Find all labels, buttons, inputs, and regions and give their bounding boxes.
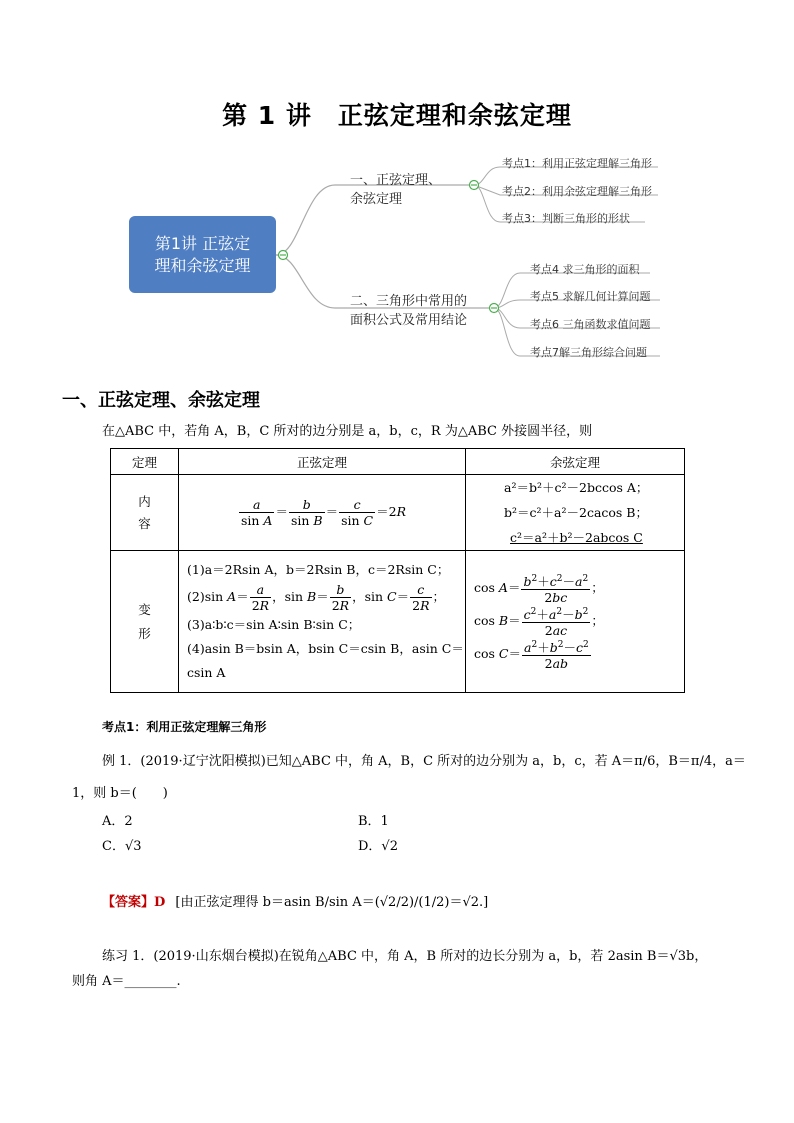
mindmap-root: 第1讲 正弦定 理和余弦定理 (129, 216, 276, 293)
sine-law-variants: (1)a＝2Rsin A，b＝2Rsin B，c＝2Rsin C； (2)sin A＝ $\frac{a}{2R}$ ，sin B＝ $\frac{b}{2R}$ ，sin C＝ $\frac{c}{2R}$ ； (3)a∶b∶c＝sin A∶sin B∶sin C； (4)asin B＝bsin A，bsin C＝csin B，asin C＝ csin A (179, 551, 466, 693)
mindmap-branch-2: 二、三角形中常用的 面积公式及常用结论 (350, 294, 468, 328)
option-b: B．1 (358, 814, 389, 829)
table-header: 正弦定理 (179, 449, 466, 475)
mindmap-leaf: 考点4 求三角形的面积 (530, 263, 640, 276)
mindmap-leaf: 考点3：判断三角形的形状 (502, 212, 630, 225)
mindmap-leaf: 考点7解三角形综合问题 (530, 346, 647, 359)
answer-label: 【答案】D (102, 895, 166, 910)
practice-1-line2: 则角 A＝________. (72, 974, 181, 989)
example-1-line1: 例 1．(2019·辽宁沈阳模拟)已知△ABC 中，角 A，B，C 所对的边分别为 a，b，c，若 A＝π/6，B＝π/4，a＝ (102, 754, 746, 769)
cosine-law-variants: cos A＝ $\frac{b^2+c^2-a^2}{2bc}$ ； cos B＝ $\frac{c^2+a^2-b^2}{2ac}$ ； cos C＝ $\frac{a^2+b^2-c^2}{2ab}$ (466, 551, 685, 693)
practice-1-line1: 练习 1．(2019·山东烟台模拟)在锐角△ABC 中，角 A，B 所对的边长分别为 a，b，若 2asin B＝√3b， (102, 949, 708, 964)
mindmap-branch-1: 一、正弦定理、 余弦定理 (350, 173, 442, 207)
cosine-law-content: a²＝b²＋c²－2bccos A； b²＝c²＋a²－2cacos B； c²＝a²＋b²－2abcos C (466, 475, 685, 551)
sine-law-content: $\frac{a}{\text{sin A}}$ ＝ $\frac{b}{\text{sin B}}$ ＝ $\frac{c}{\text{sin C}}$ ＝2R (179, 475, 466, 551)
theorem-table (110, 448, 685, 693)
mindmap-leaf: 考点6 三角函数求值问题 (530, 318, 651, 331)
option-c: C．√3 (102, 839, 142, 854)
row-label-variants: 变 形 (111, 551, 179, 693)
section-heading: 一、正弦定理、余弦定理 (62, 390, 260, 411)
mindmap-leaf: 考点2：利用余弦定理解三角形 (502, 185, 652, 198)
option-d: D．√2 (358, 839, 398, 854)
table-header: 定理 (111, 449, 179, 475)
table-header: 余弦定理 (466, 449, 685, 475)
intro-text: 在△ABC 中，若角 A，B，C 所对的边分别是 a，b，c，R 为△ABC 外接圆半径，则 (102, 424, 593, 439)
row-label-content: 内 容 (111, 475, 179, 551)
answer-line (102, 893, 488, 913)
mindmap-leaf: 考点5 求解几何计算问题 (530, 290, 651, 303)
page-title: 第 1 讲 正弦定理和余弦定理 (222, 101, 572, 130)
mindmap-leaf: 考点1：利用正弦定理解三角形 (502, 157, 652, 170)
example-1-line2: 1，则 b＝( ) (72, 786, 168, 801)
answer-explanation: [由正弦定理得 b＝asin B/sin A＝(√2/2)/(1/2)＝√2.] (175, 895, 489, 910)
kaodian-heading: 考点1：利用正弦定理解三角形 (102, 720, 267, 734)
option-a: A．2 (102, 814, 133, 829)
